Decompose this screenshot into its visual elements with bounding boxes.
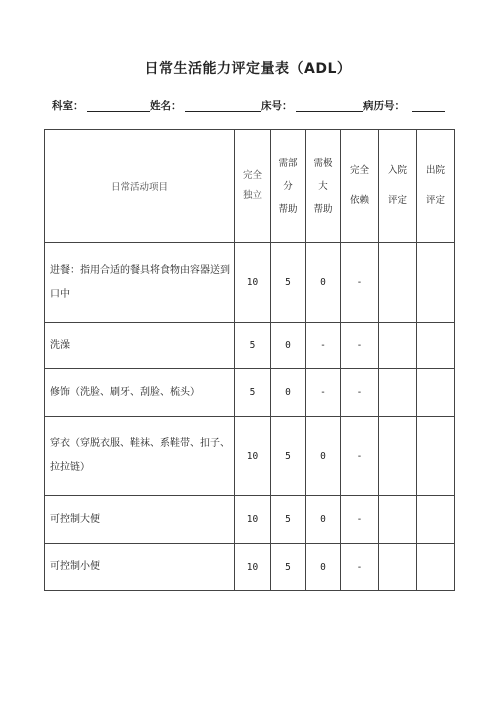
admission-score-cell[interactable] — [379, 243, 417, 323]
score-partial: 0 — [271, 323, 306, 369]
header-dependent — [341, 130, 379, 243]
header-much-help — [306, 130, 341, 243]
score-independent: 10 — [235, 417, 271, 496]
table-row — [45, 496, 455, 544]
bed-label: 床号： — [261, 100, 293, 112]
header-much-line2: 大 — [318, 180, 328, 192]
row-item: 可控制小便 — [45, 544, 235, 591]
header-dependent-line1: 完全 — [349, 165, 369, 176]
score-much: 0 — [306, 417, 341, 496]
discharge-score-cell[interactable] — [417, 243, 455, 323]
header-admission-line1: 入院 — [387, 165, 407, 176]
score-independent: 10 — [235, 544, 271, 591]
header-independent-line2: 独立 — [242, 190, 262, 201]
admission-score-cell[interactable] — [379, 417, 417, 496]
patient-info-row — [52, 98, 452, 114]
header-discharge-line1: 出院 — [425, 165, 445, 176]
header-dependent-line2: 依赖 — [349, 195, 369, 206]
department-label: 科室： — [52, 100, 84, 112]
score-independent: 5 — [235, 369, 271, 417]
header-admission — [379, 130, 417, 243]
discharge-score-cell[interactable] — [417, 496, 455, 544]
score-independent: 10 — [235, 496, 271, 544]
header-partial-help — [271, 130, 306, 243]
score-dependent: - — [341, 323, 379, 369]
header-partial-line2: 分 — [283, 180, 293, 192]
discharge-score-cell[interactable] — [417, 417, 455, 496]
header-independent — [235, 130, 271, 243]
score-partial: 5 — [271, 496, 306, 544]
header-partial-line3: 帮助 — [278, 203, 298, 215]
score-partial: 5 — [271, 544, 306, 591]
row-item: 修饰（洗脸、刷牙、刮脸、梳头） — [45, 369, 235, 417]
row-item: 可控制大便 — [45, 496, 235, 544]
header-discharge — [417, 130, 455, 243]
row-item: 洗澡 — [45, 323, 235, 369]
score-dependent: - — [341, 417, 379, 496]
department-field[interactable] — [87, 111, 150, 112]
record-field[interactable] — [412, 111, 445, 112]
record-label: 病历号： — [363, 100, 405, 112]
score-dependent: - — [341, 243, 379, 323]
admission-score-cell[interactable] — [379, 496, 417, 544]
discharge-score-cell[interactable] — [417, 544, 455, 591]
table-row — [45, 243, 455, 323]
discharge-score-cell[interactable] — [417, 323, 455, 369]
score-independent: 10 — [235, 243, 271, 323]
header-much-line1: 需极 — [313, 157, 333, 169]
header-independent-line1: 完全 — [242, 170, 262, 181]
table-row — [45, 369, 455, 417]
discharge-score-cell[interactable] — [417, 369, 455, 417]
score-much: 0 — [306, 243, 341, 323]
score-much: - — [306, 323, 341, 369]
row-item: 进餐：指用合适的餐具将食物由容器送到口中 — [45, 243, 235, 323]
score-dependent: - — [341, 369, 379, 417]
score-partial: 0 — [271, 369, 306, 417]
bed-field[interactable] — [296, 111, 363, 112]
admission-score-cell[interactable] — [379, 544, 417, 591]
adl-table — [44, 129, 455, 591]
header-much-line3: 帮助 — [313, 203, 333, 215]
admission-score-cell[interactable] — [379, 369, 417, 417]
score-dependent: - — [341, 496, 379, 544]
header-partial-line1: 需部 — [278, 157, 298, 169]
score-much: - — [306, 369, 341, 417]
header-item: 日常活动项目 — [45, 130, 235, 243]
score-partial: 5 — [271, 417, 306, 496]
header-admission-line2: 评定 — [387, 195, 407, 206]
name-field[interactable] — [185, 111, 261, 112]
score-independent: 5 — [235, 323, 271, 369]
score-dependent: - — [341, 544, 379, 591]
form-title: 日常生活能力评定量表（ADL） — [144, 61, 352, 77]
table-row — [45, 544, 455, 591]
header-discharge-line2: 评定 — [425, 195, 445, 206]
header-row — [45, 130, 455, 243]
name-label: 姓名： — [150, 100, 182, 112]
score-much: 0 — [306, 544, 341, 591]
score-much: 0 — [306, 496, 341, 544]
row-item: 穿衣（穿脱衣服、鞋袜、系鞋带、扣子、拉拉链） — [45, 417, 235, 496]
table-row — [45, 323, 455, 369]
admission-score-cell[interactable] — [379, 323, 417, 369]
score-partial: 5 — [271, 243, 306, 323]
table-row — [45, 417, 455, 496]
